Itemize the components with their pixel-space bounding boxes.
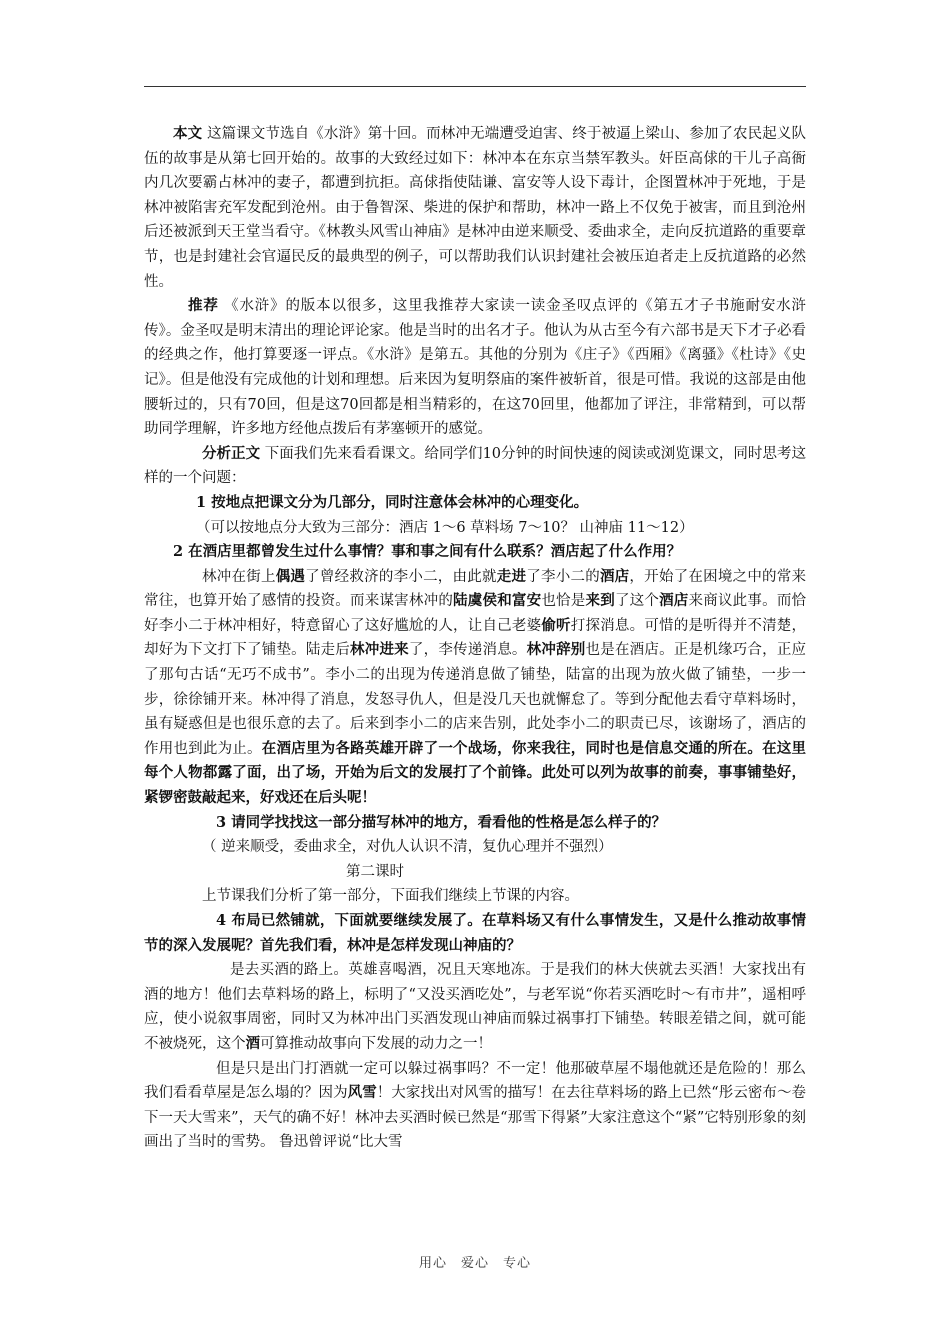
text-run: 林冲在街上 [202, 568, 276, 585]
bold-run: 在酒店里为各路英雄开辟了一个战场，你来我往，同时也是信息交通的所在。在这里每个人物都露了面，出了场，开始为后文的发展打了个前锋。此处可以列为故事的前奏，事事铺垫好，紧锣密鼓敲起来，好戏还在后头呢！ [144, 739, 807, 807]
header-rule [144, 86, 806, 87]
bold-run: 酒 [245, 1034, 260, 1052]
bold-run: 酒店 [659, 592, 689, 610]
bold-run: 林冲辞别 [526, 641, 586, 659]
question-3: 3 请同学找找这一部分描写林冲的地方，看看他的性格是怎么样子的？ [216, 813, 667, 831]
paragraph-intro [144, 122, 806, 294]
text-run: ，开始了在困境之中的常来常往，也算开始了感情的投资。而来谋害林冲的 [144, 568, 807, 610]
paragraph-recommend [144, 294, 806, 442]
bold-run: 酒店 [599, 567, 630, 585]
paragraph-snow [144, 1057, 806, 1155]
bold-run: 林冲进来 [350, 641, 409, 659]
page-footer: 用心 爱心 专心 [418, 1256, 531, 1271]
text-run: 了，李传递消息。 [408, 642, 527, 659]
text-run: 了李小二的 [526, 568, 600, 585]
question-4 [144, 909, 806, 958]
bold-run: 来到 [585, 592, 615, 610]
text-run: 也恰是 [541, 593, 586, 610]
document-body [144, 122, 806, 1155]
lead-label: 分析正文 [202, 444, 261, 462]
lead-label: 推荐 [188, 297, 219, 315]
question-1: 1 按地点把课文分为几部分，同时注意体会林冲的心理变化。 [196, 493, 589, 511]
text-run: 但是只是出门打酒就一定可以躲过祸事吗？不一定！他那破草屋不塌他就还是危险的！那么我们看看草屋是怎么塌的？因为 [144, 1060, 806, 1102]
bold-run: 陆虞侯和富安 [453, 592, 542, 610]
text-run: 了曾经救济的李小二，由此就 [305, 568, 497, 585]
text-run: 可算推动故事向下发展的动力之一！ [260, 1035, 492, 1052]
text-run: 来商议此事。而恰好李小二于林冲相好，特意留心了这好尴尬的人，让自己老婆 [144, 593, 807, 634]
paragraph-recap: 上节课我们分析了第一部分，下面我们继续上节课的内容。 [202, 888, 579, 905]
text-run: 是去买酒的路上。英雄喜喝酒，况且天寒地冻。于是我们的林大侠就去买酒！大家找出有酒的地方！他们去草料场的路上，标明了“又没买酒吃处”，与老军说“你若买酒吃时～有市井”，遥相呼应，使小说叙事周密，同时又为林冲出门买酒发现山神庙而躲过祸事打下铺垫。转眼差错之间，就可能不被烧死，这个 [144, 962, 806, 1052]
question-2: 2 在酒店里都曾发生过什么事情？事和事之间有什么联系？酒店起了什么作用？ [173, 543, 682, 561]
text-run: 了这个 [614, 593, 660, 610]
bold-run: 偷听 [541, 616, 571, 634]
answer-1: （可以按地点分大致为三部分：酒店 1～6 草料场 7～10？ 山神庙 11～12） [196, 519, 694, 536]
paragraph-text: 下面我们先来看看课文。给同学们10分钟的时间快速的阅读或浏览课文，同时思考这样的一个问题： [144, 445, 806, 487]
paragraph-tavern [144, 565, 806, 811]
bold-run: 在草料场又有什么事情发生，又是什么推动故事情节的深入发展呢？首先我们看，林冲是怎样发现山神庙的？ [144, 912, 807, 954]
bold-run: 风雪 [347, 1084, 377, 1102]
text-run: ！大家找出对风雪的描写！在去往草料场的路上已然“彤云密布～卷下一天大雪来”，天气的确不好！林冲去买酒时候已然是“那雪下得紧”大家注意这个“紧”它特别形象的刻画出了当时的雪势。 鲁迅曾评说“比大雪 [144, 1085, 806, 1151]
bold-run: 4 布局已然铺就，下面就要继续发展了。 [216, 912, 482, 929]
paragraph-wine [144, 958, 806, 1056]
paragraph-analysis [144, 442, 806, 491]
paragraph-text: 《水浒》的版本以很多，这里我推荐大家读一读金圣叹点评的《第五才子书施耐安水浒传》。金圣叹是明末清出的理论评论家。他是当时的出名才子。他认为从古至今有六部书是天下才子必看的经典之作，他打算要逐一评点。《水浒》是第五。其他的分别为《庄子》《西厢》《离骚》《杜诗》《史记》。但是他没有完成他的计划和理想。后来因为复明祭庙的案件被斩首，很是可惜。我说的这部是由他腰斩过的，只有70回，但是这70回都是相当精彩的，在这70回里，他都加了评注，非常精到，可以帮助同学理解，许多地方经他点拨后有茅塞顿开的感觉。 [144, 298, 806, 438]
answer-3: （ 逆来顺受，委曲求全，对仇人认识不清，复仇心理并不强烈） [202, 839, 613, 856]
bold-run: 走进 [496, 567, 527, 585]
lesson-heading: 第二课时 [346, 863, 404, 880]
lead-label: 本文 [173, 125, 203, 142]
bold-run: 偶遇 [275, 567, 306, 585]
text-run: 打探消息。可惜的是听得并不清楚，却好为下文打下了铺垫。陆走后 [144, 617, 807, 659]
paragraph-text: 这篇课文节选自《水浒》第十回。而林冲无端遭受迫害、终于被逼上梁山、参加了农民起义队伍的故事是从第七回开始的。故事的大致经过如下：林冲本在东京当禁军教头。奸臣高俅的干儿子高衙内几次要霸占林冲的妻子，都遭到抗拒。高俅指使陆谦、富安等人设下毒计，企图置林冲于死地，于是林冲被陷害充军发配到沧州。由于鲁智深、柴进的保护和帮助，林冲一路上不仅免于被害，而且到沧州后还被派到天王堂当看守。《林教头风雪山神庙》是林冲由逆来顺受、委曲求全，走向反抗道路的重要章节，也是封建社会官逼民反的最典型的例子，可以帮助我们认识封建社会被压迫者走上反抗道路的必然性。 [144, 126, 807, 290]
text-run: 也是在酒店。正是机缘巧合，正应了那句古话“无巧不成书”。李小二的出现为传递消息做了铺垫，陆富的出现为放火做了铺垫，一步一步，徐徐铺开来。林冲得了消息，发怒寻仇人，但是没几天也就懈怠了。等到分配他去看守草料场时，虽有疑惑但是也很乐意的去了。后来到李小二的店来告别，此处李小二的职责已尽，该谢场了，酒店的作用也到此为止。 [144, 642, 807, 757]
